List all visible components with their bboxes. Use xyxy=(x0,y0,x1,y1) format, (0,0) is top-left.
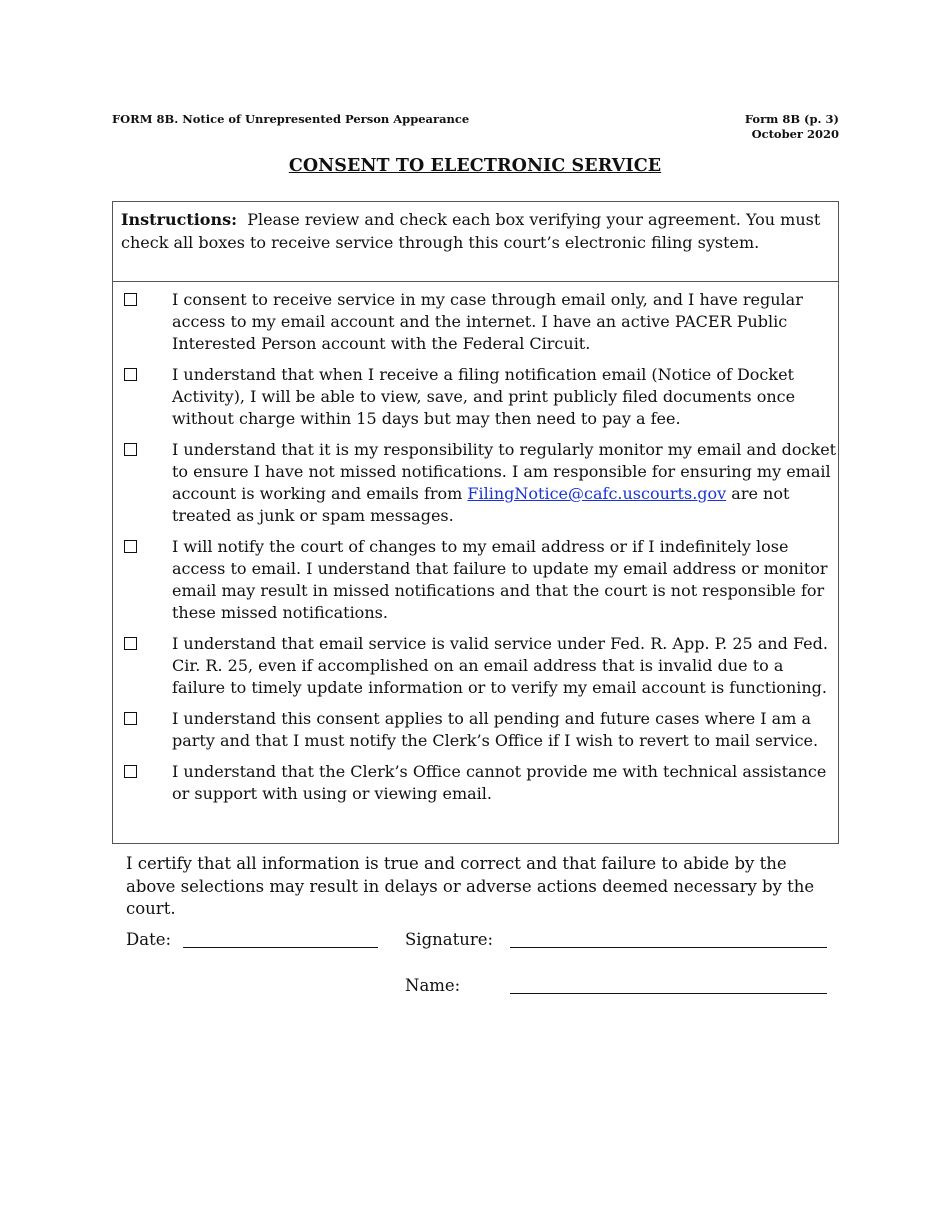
consent-checkbox[interactable] xyxy=(124,443,137,456)
consent-item xyxy=(113,289,838,355)
instructions xyxy=(113,202,838,282)
consent-text: I consent to receive service in my case through email only, and I have regular access to my email account and the internet. I have an active PACER Public Interested Person account with the Federal Circuit. xyxy=(172,290,803,353)
consent-text-part: are not treated as junk or spam messages. xyxy=(172,484,790,525)
consent-checkbox[interactable] xyxy=(124,293,137,306)
consent-text: I understand that email service is valid service under Fed. R. App. P. 25 and Fed. Cir. R. 25, even if accomplished on an email address that is invalid due to a failure to timely update information or to verify my email account is functioning. xyxy=(172,634,828,697)
form-page-ref xyxy=(745,112,839,142)
date-field[interactable] xyxy=(183,947,378,948)
consent-item xyxy=(113,761,838,805)
consent-checkbox[interactable] xyxy=(124,765,137,778)
consent-item xyxy=(113,536,838,624)
date-label: Date: xyxy=(126,930,172,949)
consent-item xyxy=(113,708,838,752)
page-title: CONSENT TO ELECTRONIC SERVICE xyxy=(288,156,662,176)
consent-text: I understand that the Clerk’s Office cannot provide me with technical assistance or support with using or viewing email. xyxy=(172,762,827,803)
consent-list xyxy=(113,282,838,805)
certification-text: I certify that all information is true and correct and that failure to abide by the above selections may result in delays or adverse actions deemed necessary by the court. xyxy=(126,854,815,918)
consent-text: I understand this consent applies to all pending and future cases where I am a party and that I must notify the Clerk’s Office if I wish to revert to mail service. xyxy=(172,709,819,750)
consent-item xyxy=(113,364,838,430)
signature-label: Signature: xyxy=(405,930,494,949)
filing-notice-email-link[interactable]: FilingNotice@cafc.uscourts.gov xyxy=(467,484,727,503)
signature-field[interactable] xyxy=(510,947,827,948)
page-header xyxy=(112,112,839,142)
consent-checkbox[interactable] xyxy=(124,368,137,381)
consent-item xyxy=(113,439,838,527)
consent-item xyxy=(113,633,838,699)
consent-text-part: I understand that it is my responsibility to regularly monitor my email and docket to ensure I have not missed notifications. I am responsible for ensuring my email account is working and emails from xyxy=(172,440,837,503)
instructions-label: Instructions: xyxy=(121,210,238,229)
page-ref: Form 8B (p. 3) xyxy=(744,112,839,126)
consent-text: I will notify the court of changes to my email address or if I indefinitely lose access to email. I understand that failure to update my email address or monitor email may result in missed notifications and that the court is not responsible for these missed notifications. xyxy=(172,537,828,622)
form-date: October 2020 xyxy=(751,127,839,141)
consent-checkbox[interactable] xyxy=(124,712,137,725)
name-label: Name: xyxy=(405,976,461,995)
consent-text xyxy=(172,439,838,527)
name-field[interactable] xyxy=(510,993,827,994)
consent-text: I understand that when I receive a filing notification email (Notice of Docket Activity), I will be able to view, save, and print publicly filed documents once without charge within 15 days but may then need to pay a fee. xyxy=(172,365,796,428)
consent-checkbox[interactable] xyxy=(124,540,137,553)
form-title: FORM 8B. Notice of Unrepresented Person Appearance xyxy=(112,112,470,126)
instructions-text: Please review and check each box verifying your agreement. You must check all boxes to receive service through this court’s electronic filing system. xyxy=(121,210,821,252)
consent-checkbox[interactable] xyxy=(124,637,137,650)
consent-box xyxy=(112,201,839,844)
